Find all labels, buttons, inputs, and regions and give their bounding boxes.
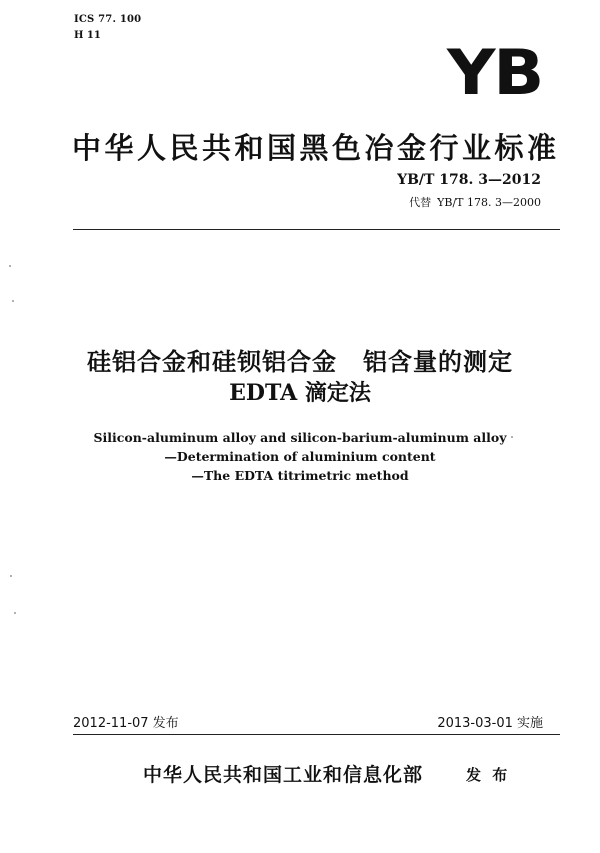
english-title-line3: —The EDTA titrimetric method xyxy=(191,468,409,483)
chinese-title-part2: 铝含量的测定 xyxy=(363,348,513,376)
ccs-code: H 11 xyxy=(74,30,101,41)
chinese-subtitle xyxy=(0,376,600,407)
chinese-title xyxy=(0,342,600,377)
implementation-date: 2013-03-01 实施 xyxy=(437,716,543,731)
chinese-title-part1: 硅铝合金和硅钡铝合金 xyxy=(87,348,337,376)
publish-date: 2012-11-07 发布 xyxy=(73,716,179,731)
replaces-number: YB/T 178. 3—2000 xyxy=(437,196,541,209)
yb-logo: YB xyxy=(446,36,542,109)
replaces-line xyxy=(409,194,541,210)
scan-speck xyxy=(14,612,16,614)
english-title-line2: —Determination of aluminium content xyxy=(164,449,436,464)
chinese-subtitle-rest: 滴定法 xyxy=(297,381,371,406)
english-title-line1: Silicon-aluminum alloy and silicon-barium-aluminum alloy xyxy=(93,430,507,445)
standard-category-title: 中华人民共和国黑色冶金行业标准 xyxy=(72,131,560,165)
standard-number: YB/T 178. 3—2012 xyxy=(397,172,541,188)
scan-speck xyxy=(9,265,11,267)
scan-speck xyxy=(511,436,513,438)
ics-code: ICS 77. 100 xyxy=(74,14,142,25)
top-divider xyxy=(73,229,560,230)
issuing-authority: 中华人民共和国工业和信息化部 xyxy=(143,764,424,786)
scan-speck xyxy=(10,575,12,577)
issue-label: 发 布 xyxy=(466,766,511,784)
replaces-prefix: 代替 xyxy=(409,196,432,209)
scan-speck xyxy=(12,300,14,302)
chinese-subtitle-latin: EDTA xyxy=(229,380,298,406)
bottom-divider xyxy=(73,734,560,735)
